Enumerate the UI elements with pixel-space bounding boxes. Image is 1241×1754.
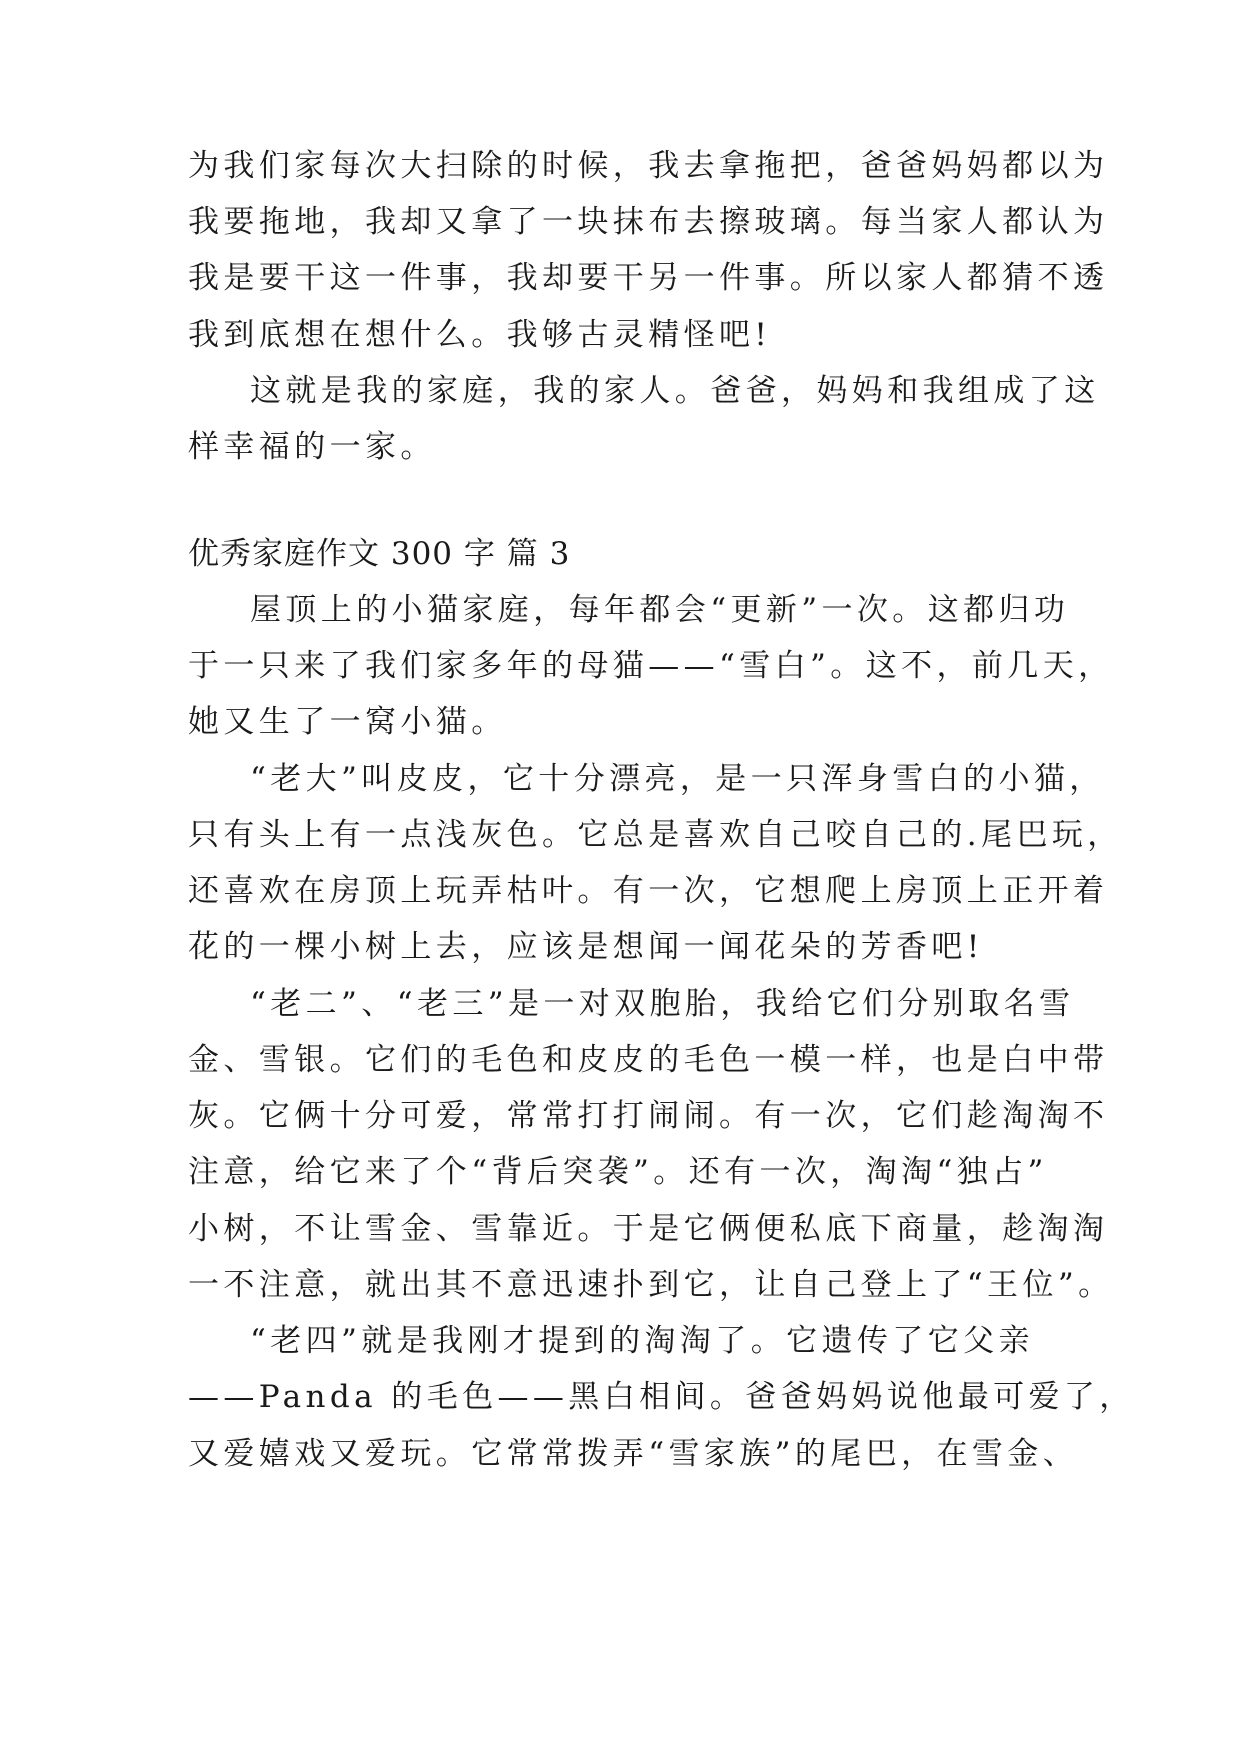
paragraph-start-line: 屋顶上的小猫家庭，每年都会“更新”一次。这都归功	[250, 592, 1070, 628]
text-line: 灰。它俩十分可爱，常常打打闹闹。有一次，它们趁淘淘不	[188, 1098, 1109, 1134]
section-heading: 优秀家庭作文 300 字 篇 3	[188, 536, 571, 572]
text-line: 样幸福的一家。	[188, 429, 436, 465]
text-line: 我要拖地，我却又拿了一块抹布去擦玻璃。每当家人都认为	[188, 204, 1109, 240]
paragraph-start-line: “老二”、“老三”是一对双胞胎，我给它们分别取名雪	[250, 986, 1075, 1022]
document-page	[188, 0, 1135, 1754]
paragraph-start-line: 这就是我的家庭，我的家人。爸爸，妈妈和我组成了这	[250, 373, 1100, 409]
paragraph-start-line: “老四”就是我刚才提到的淘淘了。它遗传了它父亲	[250, 1323, 1034, 1359]
text-line: 花的一棵小树上去，应该是想闻一闻花朵的芳香吧!	[188, 929, 984, 965]
text-line: 于一只来了我们家多年的母猫——“雪白”。这不，前几天，	[188, 648, 1114, 684]
text-line: ——Panda 的毛色——黑白相间。爸爸妈妈说他最可爱了，	[188, 1379, 1135, 1415]
text-line: 金、雪银。它们的毛色和皮皮的毛色一模一样，也是白中带	[188, 1042, 1109, 1078]
text-line: 注意，给它来了个“背后突袭”。还有一次，淘淘“独占”	[188, 1154, 1048, 1190]
text-line: 一不注意，就出其不意迅速扑到它，让自己登上了“王位”。	[188, 1267, 1114, 1303]
text-line: 只有头上有一点浅灰色。它总是喜欢自己咬自己的.尾巴玩，	[188, 817, 1123, 853]
paragraph-start-line: “老大”叫皮皮，它十分漂亮，是一只浑身雪白的小猫，	[250, 761, 1105, 797]
text-line: 她又生了一窝小猫。	[188, 704, 507, 740]
text-line: 我到底想在想什么。我够古灵精怪吧!	[188, 317, 772, 353]
text-line: 小树，不让雪金、雪靠近。于是它俩便私底下商量，趁淘淘	[188, 1211, 1109, 1247]
text-line: 又爱嬉戏又爱玩。它常常拨弄“雪家族”的尾巴，在雪金、	[188, 1436, 1079, 1472]
text-line: 我是要干这一件事，我却要干另一件事。所以家人都猜不透	[188, 260, 1109, 296]
text-line: 为我们家每次大扫除的时候，我去拿拖把，爸爸妈妈都以为	[188, 148, 1109, 184]
text-line: 还喜欢在房顶上玩弄枯叶。有一次，它想爬上房顶上正开着	[188, 873, 1109, 909]
